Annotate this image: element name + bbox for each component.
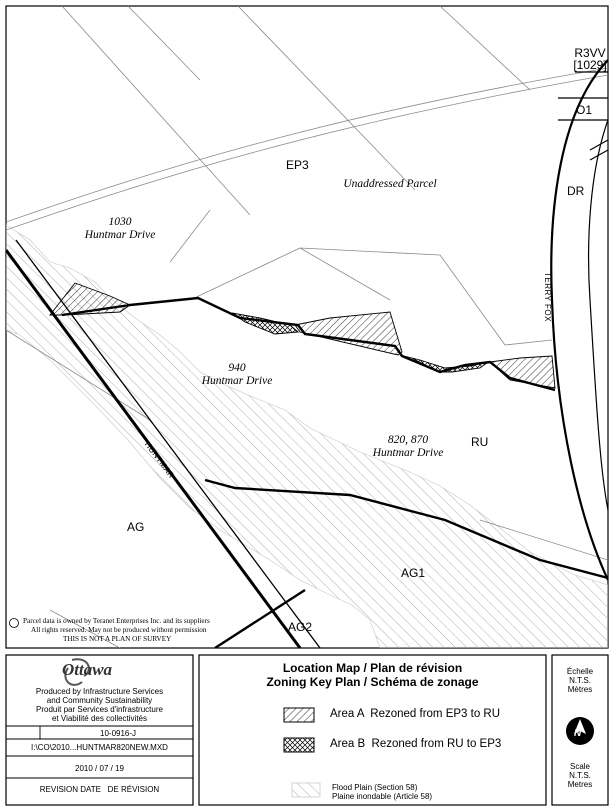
- copyright-note: Parcel data is owned by Teranet Enterprises Inc. and its suppliers All rights reserved. May not be produced without permission THIS IS NOT A PLAN OF SURVEY: [23, 617, 210, 643]
- terry-fox-road-label: TERRY FOX: [543, 272, 552, 322]
- zone-dr-label: DR: [567, 184, 585, 198]
- zone-r3vv-label: R3VV [1029]: [573, 46, 607, 72]
- ottawa-logo-text: Ottawa: [62, 660, 113, 679]
- zone-ru-label: RU: [471, 435, 489, 449]
- legend-area-b-swatch: [284, 738, 314, 752]
- north-label: N: [574, 728, 582, 739]
- zone-ag1-label: AG1: [401, 566, 426, 580]
- legend-flood-label: Flood Plain (Section 58) Plaine inondable (Article 58): [332, 783, 433, 801]
- file-number: 10-0916-J: [100, 729, 137, 738]
- parcel-1030-label: 1030 Huntmar Drive: [84, 216, 156, 241]
- unaddressed-parcel-label: Unaddressed Parcel: [343, 178, 437, 190]
- scale-en: Scale N.T.S. Metres: [567, 762, 593, 789]
- legend-title: Location Map / Plan de révision Zoning Key Plan / Schéma de zonage: [266, 661, 479, 689]
- huntmar-road-label: HUNTMAR: [142, 440, 177, 481]
- zone-o1-label: O1: [576, 103, 593, 117]
- legend-area-a-swatch: [284, 708, 314, 722]
- legend-area-a-label: Area A Rezoned from EP3 to RU: [330, 708, 501, 720]
- legend-area-b-label: Area B Rezoned from RU to EP3: [330, 738, 502, 750]
- scale-fr: Échelle N.T.S. Mètres: [566, 667, 594, 694]
- parcel-940-label: 940 Huntmar Drive: [201, 362, 273, 387]
- produced-by: Produced by Infrastructure Services and Community Sustainability Produit par Services d'infrastructure et Viabilité des collectivités: [35, 687, 164, 723]
- file-path: I:\CO\2010...HUNTMAR820NEW.MXD: [31, 743, 168, 752]
- revision-date-label: REVISION DATE DE RÉVISION: [39, 785, 160, 794]
- revision-date: 2010 / 07 / 19: [75, 764, 124, 773]
- zone-ep3-label: EP3: [286, 158, 309, 172]
- zone-ag-label: AG: [127, 520, 145, 534]
- legend-flood-swatch: [292, 783, 320, 797]
- zone-ag2-label: AG2: [288, 620, 313, 634]
- parcel-820-870-label: 820, 870 Huntmar Drive: [372, 434, 444, 459]
